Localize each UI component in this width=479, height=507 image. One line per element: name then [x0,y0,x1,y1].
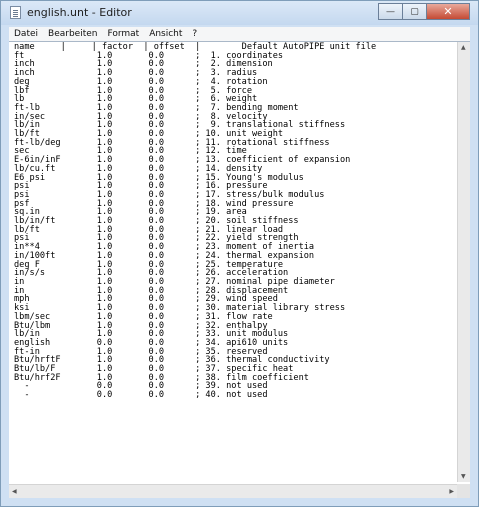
scroll-right-icon[interactable]: ▶ [449,488,454,495]
horizontal-scrollbar[interactable] [9,484,457,498]
menu-bearbeiten[interactable]: Bearbeiten [48,29,98,39]
menu-ansicht[interactable]: Ansicht [149,29,183,39]
vertical-scrollbar[interactable] [457,42,470,482]
scroll-down-icon[interactable]: ▼ [461,473,466,480]
resize-grip[interactable] [457,484,470,498]
minimize-icon: — [386,6,395,17]
menu-format[interactable]: Format [107,29,140,39]
window-title: english.unt - Editor [27,6,132,19]
close-button[interactable] [426,3,470,20]
scroll-left-icon[interactable]: ◀ [12,488,17,495]
close-icon: ✕ [443,5,453,18]
file-content[interactable]: name | | factor | offset | Default AutoPIPE unit file ft 1.0 0.0 ; 1. coordinates inch 1.0 0.0 ; 2. dimension inch 1.0 0.0 ; 3. radius deg 1.0 0.0 ; 4. rotation lbf 1.0 0.0 ; 5. force lb 1.0 0.0 ; 6. weight ft-lb 1.0 0.0 ; 7. bending moment in/sec 1.0 0.0 ; 8. velocity lb/in 1.0 0.0 ; 9. translational stiffness lb/ft 1.0 0.0 ; 10. unit weight ft-lb/deg 1.0 0.0 ; 11. rotational stiffness sec 1.0 0.0 ; 12. time E-6in/inF 1.0 0.0 ; 13. coefficient of expansion lb/cu.ft 1.0 0.0 ; 14. density E6 psi 1.0 0.0 ; 15. Young's modulus psi 1.0 0.0 ; 16. pressure psi 1.0 0.0 ; 17. stress/bulk modulus psf 1.0 0.0 ; 18. wind pressure sq.in 1.0 0.0 ; 19. area lb/in/ft 1.0 0.0 ; 20. soil stiffness lb/ft 1.0 0.0 ; 21. linear load psi 1.0 0.0 ; 22. yield strength in**4 1.0 0.0 ; 23. moment of inertia in/100ft 1.0 0.0 ; 24. thermal expansion deg F 1.0 0.0 ; 25. temperature in/s/s 1.0 0.0 ; 26. acceleration in 1.0 0.0 ; 27. nominal pipe diameter in 1.0 0.0 ; 28. displacement mph 1.0 0.0 ; 29. wind speed ksi 1.0 0.0 ; 30. material library stress lbm/sec 1.0 0.0 ; 31. flow rate Btu/lbm 1.0 0.0 ; 32. enthalpy lb/in 1.0 0.0 ; 33. unit modulus english 0.0 0.0 ; 34. api610 units ft-in 1.0 0.0 ; 35. reserved Btu/hrftF 1.0 0.0 ; 36. thermal conductivity Btu/lb/F 1.0 0.0 ; 37. specific heat Btu/hrf2F 1.0 0.0 ; 38. film coefficient - 0.0 0.0 ; 39. not used - 0.0 0.0 ; 40. not used [14,42,377,401]
window-controls [378,3,470,20]
maximize-button[interactable] [402,3,427,20]
menu-datei[interactable]: Datei [14,29,39,39]
minimize-button[interactable] [378,3,403,20]
notepad-icon [10,6,21,19]
text-area[interactable] [9,41,470,498]
title-bar[interactable] [1,1,478,25]
menu-help[interactable]: ? [192,29,198,39]
scroll-up-icon[interactable]: ▲ [461,44,466,51]
maximize-icon: ▢ [410,6,419,17]
menu-bar [9,27,470,41]
